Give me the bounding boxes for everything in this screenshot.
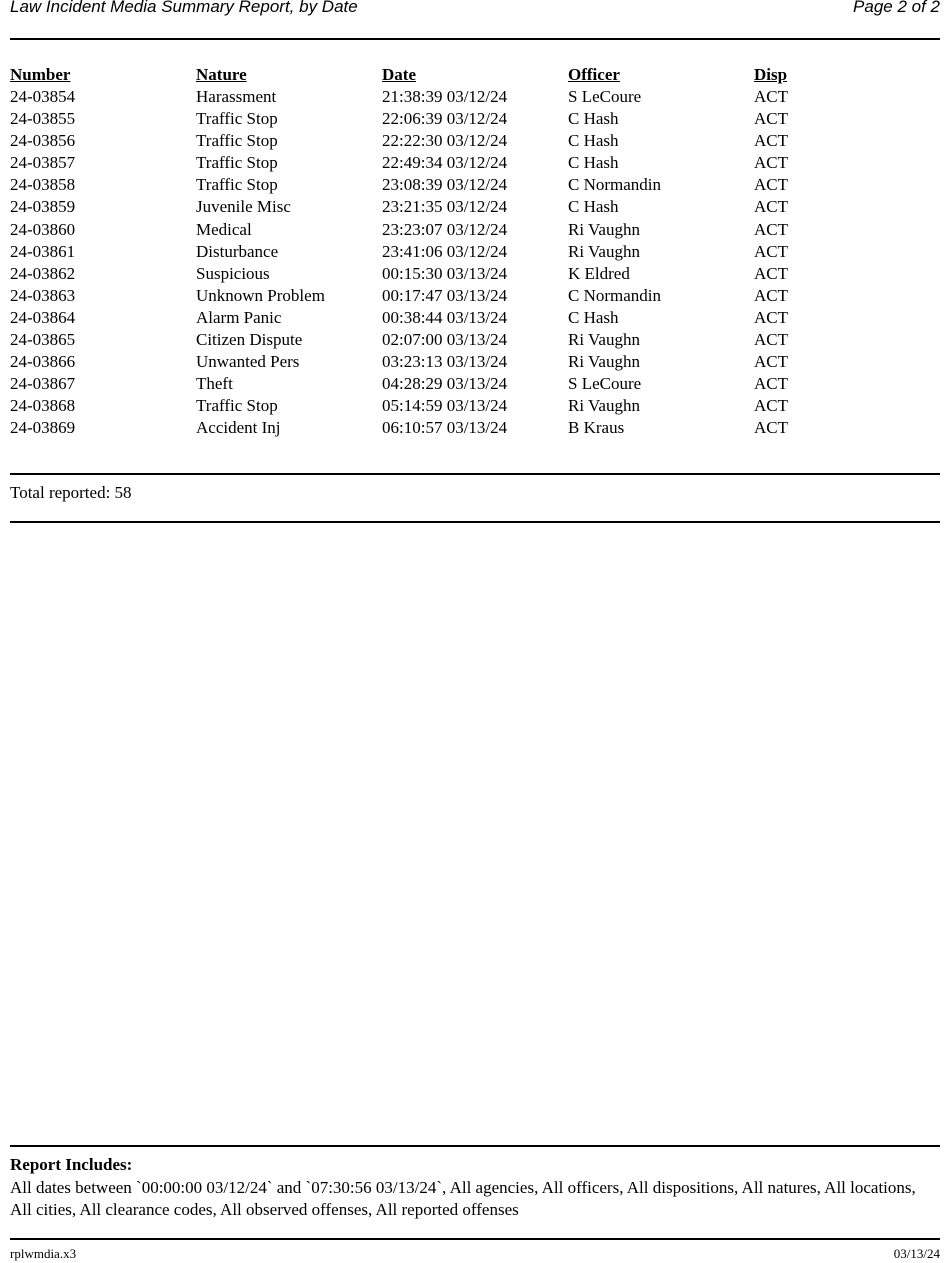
cell-disp: ACT (754, 330, 788, 350)
cell-officer: Ri Vaughn (568, 330, 640, 350)
cell-officer: Ri Vaughn (568, 396, 640, 416)
cell-number: 24-03868 (10, 396, 76, 416)
cell-nature: Juvenile Misc (196, 197, 291, 217)
cell-date: 04:28:29 03/13/24 (382, 374, 508, 394)
cell-number: 24-03866 (10, 352, 76, 372)
cell-officer: Ri Vaughn (568, 241, 640, 261)
cell-number: 24-03858 (10, 175, 76, 195)
cell-number: 24-03856 (10, 131, 76, 151)
cell-nature: Suspicious (196, 263, 270, 283)
column-header-officer: Officer (568, 65, 620, 84)
column-header-number: Number (10, 65, 71, 84)
cell-number: 24-03863 (10, 285, 76, 305)
cell-number: 24-03862 (10, 263, 76, 283)
report-includes-text: All dates between `00:00:00 03/12/24` and `07:30:56 03/13/24`, All agencies, All officers, All dispositions, All natures, All locations, All cities, All clearance codes, All observed offenses, All reported offenses (10, 1178, 916, 1219)
footer-rule (10, 1238, 940, 1240)
cell-nature: Traffic Stop (196, 175, 278, 195)
cell-number: 24-03854 (10, 87, 76, 106)
cell-officer: C Normandin (568, 175, 662, 195)
cell-number: 24-03859 (10, 197, 76, 217)
cell-disp: ACT (754, 418, 788, 438)
cell-officer: C Hash (568, 131, 619, 151)
cell-date: 23:08:39 03/12/24 (382, 175, 508, 195)
cell-date: 23:21:35 03/12/24 (382, 197, 508, 217)
cell-nature: Traffic Stop (196, 131, 278, 151)
cell-nature: Medical (196, 219, 252, 239)
cell-number: 24-03855 (10, 109, 76, 129)
cell-date: 00:17:47 03/13/24 (382, 285, 508, 305)
table-row (0, 131, 950, 153)
cell-officer: K Eldred (568, 263, 630, 283)
cell-disp: ACT (754, 131, 788, 151)
table-row (0, 242, 950, 264)
cell-date: 21:38:39 03/12/24 (382, 87, 508, 106)
cell-date: 22:49:34 03/12/24 (382, 153, 508, 173)
cell-officer: C Normandin (568, 285, 662, 305)
cell-disp: ACT (754, 285, 788, 305)
table-row (0, 175, 950, 197)
summary-rule (10, 521, 940, 523)
cell-date: 22:06:39 03/12/24 (382, 109, 508, 129)
cell-nature: Disturbance (196, 241, 279, 261)
cell-nature: Unknown Problem (196, 285, 325, 305)
cell-number: 24-03865 (10, 330, 76, 350)
cell-nature: Traffic Stop (196, 153, 278, 173)
cell-nature: Traffic Stop (196, 396, 278, 416)
table-row (0, 286, 950, 308)
table-row (0, 87, 950, 109)
table-row (0, 396, 950, 418)
cell-date: 05:14:59 03/13/24 (382, 396, 508, 416)
cell-disp: ACT (754, 352, 788, 372)
cell-disp: ACT (754, 241, 788, 261)
cell-disp: ACT (754, 87, 788, 106)
report-title: Law Incident Media Summary Report, by Date (10, 0, 358, 16)
cell-disp: ACT (754, 153, 788, 173)
table-row (0, 153, 950, 175)
cell-officer: C Hash (568, 153, 619, 173)
cell-nature: Theft (196, 374, 233, 394)
cell-nature: Traffic Stop (196, 109, 278, 129)
cell-disp: ACT (754, 374, 788, 394)
cell-officer: C Hash (568, 197, 619, 217)
table-row (0, 109, 950, 131)
includes-top-rule (10, 1145, 940, 1147)
report-includes-heading: Report Includes: (10, 1155, 133, 1174)
cell-nature: Accident Inj (196, 418, 281, 438)
table-row (0, 197, 950, 219)
table-row (0, 352, 950, 374)
cell-disp: ACT (754, 263, 788, 283)
page-number: Page 2 of 2 (853, 0, 940, 16)
cell-nature: Citizen Dispute (196, 330, 303, 350)
cell-nature: Harassment (196, 87, 277, 106)
cell-number: 24-03867 (10, 374, 76, 394)
table-row (0, 330, 950, 352)
report-id: rplwmdia.x3 (10, 1246, 77, 1261)
cell-officer: S LeCoure (568, 374, 642, 394)
cell-date: 22:22:30 03/12/24 (382, 131, 508, 151)
cell-date: 23:41:06 03/12/24 (382, 241, 508, 261)
cell-officer: C Hash (568, 307, 619, 327)
incident-table-body (0, 87, 950, 441)
cell-date: 00:15:30 03/13/24 (382, 263, 508, 283)
cell-officer: Ri Vaughn (568, 219, 640, 239)
table-row (0, 374, 950, 396)
cell-date: 23:23:07 03/12/24 (382, 219, 508, 239)
cell-disp: ACT (754, 219, 788, 239)
table-row (0, 264, 950, 286)
cell-date: 02:07:00 03/13/24 (382, 330, 508, 350)
cell-date: 06:10:57 03/13/24 (382, 418, 508, 438)
table-bottom-rule (10, 473, 940, 475)
cell-number: 24-03860 (10, 219, 76, 239)
cell-disp: ACT (754, 109, 788, 129)
cell-officer: C Hash (568, 109, 619, 129)
header-rule (10, 38, 940, 40)
cell-number: 24-03864 (10, 307, 76, 327)
table-row (0, 308, 950, 330)
table-row (0, 418, 950, 440)
cell-disp: ACT (754, 175, 788, 195)
cell-number: 24-03869 (10, 418, 76, 438)
cell-date: 00:38:44 03/13/24 (382, 307, 508, 327)
cell-number: 24-03861 (10, 241, 76, 261)
column-header-nature: Nature (196, 65, 247, 84)
cell-nature: Unwanted Pers (196, 352, 300, 372)
cell-disp: ACT (754, 396, 788, 416)
cell-disp: ACT (754, 197, 788, 217)
cell-nature: Alarm Panic (196, 307, 282, 327)
cell-officer: B Kraus (568, 418, 625, 438)
cell-officer: S LeCoure (568, 87, 642, 106)
footer-date: 03/13/24 (893, 1246, 940, 1261)
column-header-disp: Disp (754, 65, 788, 84)
column-header-date: Date (382, 65, 416, 84)
cell-officer: Ri Vaughn (568, 352, 640, 372)
cell-number: 24-03857 (10, 153, 76, 173)
table-row (0, 220, 950, 242)
cell-disp: ACT (754, 307, 788, 327)
total-reported: Total reported: 58 (10, 483, 132, 502)
cell-date: 03:23:13 03/13/24 (382, 352, 508, 372)
